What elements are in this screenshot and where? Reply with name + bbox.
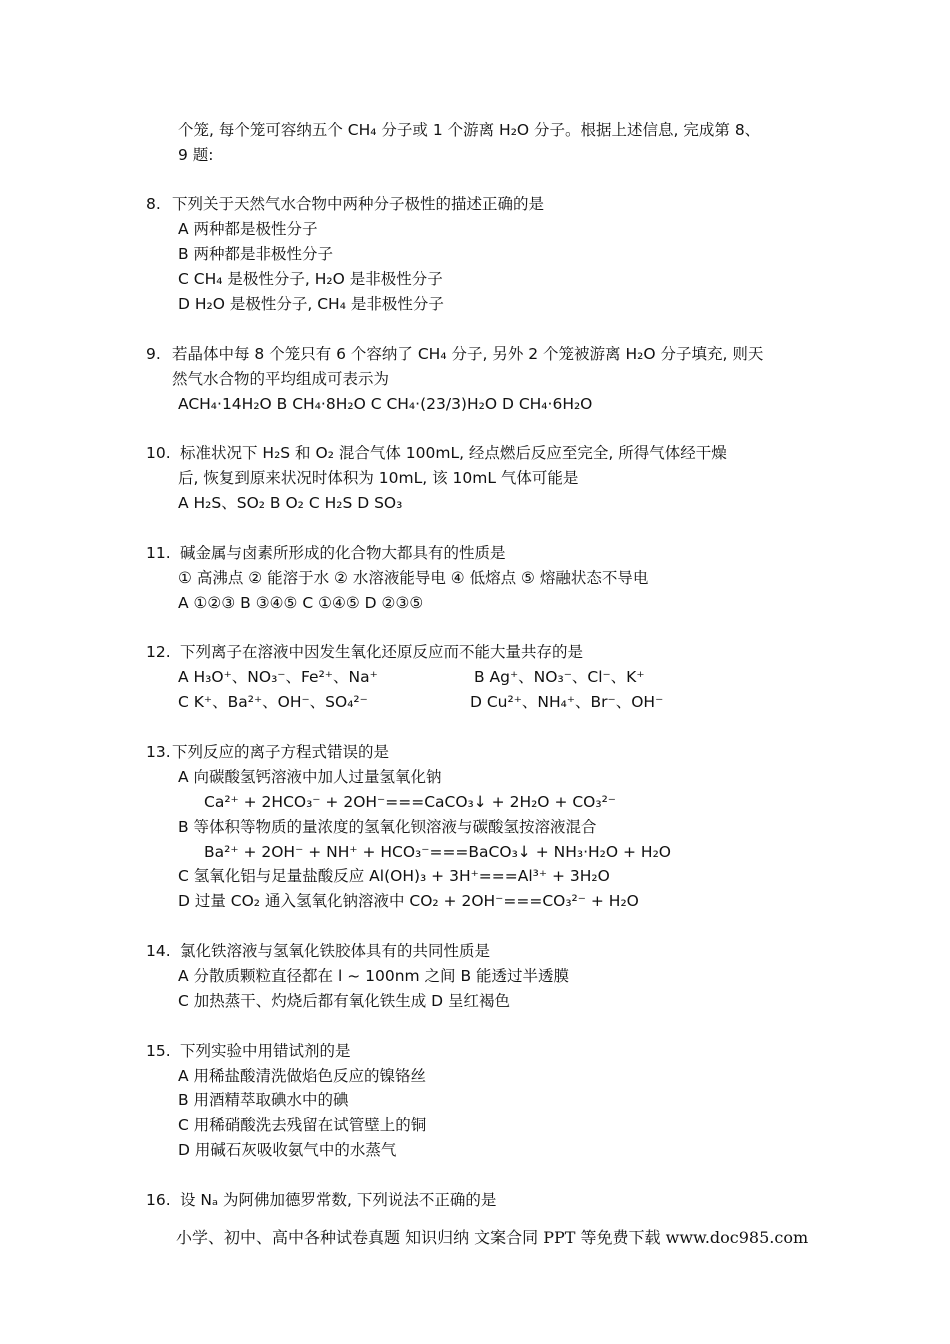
question-stem: 下列实验中用错试剂的是 <box>180 1042 351 1060</box>
question-stem: 下列关于天然气水合物中两种分子极性的描述正确的是 <box>172 195 545 213</box>
option-c: C CH₄ 是极性分子, H₂O 是非极性分子 <box>178 270 443 288</box>
equation: Ca²⁺ + 2HCO₃⁻ + 2OH⁻===CaCO₃↓ + 2H₂O + CO₃²⁻ <box>204 793 616 811</box>
option-d: D 过量 CO₂ 通入氢氧化钠溶液中 CO₂ + 2OH⁻===CO₃²⁻ + H₂O <box>178 892 639 910</box>
option-b: B 两种都是非极性分子 <box>178 245 334 263</box>
question-stem: 设 Nₐ 为阿佛加德罗常数, 下列说法不正确的是 <box>180 1191 497 1209</box>
question-number: 10. <box>146 444 171 462</box>
option-d: D 用碱石灰吸收氨气中的水蒸气 <box>178 1141 397 1159</box>
option-a: A 两种都是极性分子 <box>178 220 318 238</box>
option-c: C 用稀硝酸洗去残留在试管壁上的铜 <box>178 1116 427 1134</box>
question-stem: 若晶体中每 8 个笼只有 6 个容纳了 CH₄ 分子, 另外 2 个笼被游离 H₂O 分子填充, 则天 <box>172 345 764 363</box>
question-number: 13. <box>146 743 171 761</box>
option-a: A 向碳酸氢钙溶液中加人过量氢氧化钠 <box>178 768 442 786</box>
question-number: 12. <box>146 643 171 661</box>
option-b: B 用酒精萃取碘水中的碘 <box>178 1091 349 1109</box>
question-number: 8. <box>146 195 161 213</box>
question-stem: 下列离子在溶液中因发生氧化还原反应而不能大量共存的是 <box>180 643 584 661</box>
question-stem: 下列反应的离子方程式错误的是 <box>172 743 390 761</box>
intro-line-1: 个笼, 每个笼可容纳五个 CH₄ 分子或 1 个游离 H₂O 分子。根据上述信息, 完成第 8、 <box>178 121 761 139</box>
question-number: 9. <box>146 345 161 363</box>
intro-line-2: 9 题: <box>178 146 214 164</box>
page-footer: 小学、初中、高中各种试卷真题 知识归纳 文案合同 PPT 等免费下载 www.doc985.com <box>176 1228 809 1247</box>
question-stem: 氯化铁溶液与氢氧化铁胶体具有的共同性质是 <box>180 942 491 960</box>
question-number: 14. <box>146 942 171 960</box>
option-b: B Ag⁺、NO₃⁻、Cl⁻、K⁺ <box>474 668 645 686</box>
question-stem: 标准状况下 H₂S 和 O₂ 混合气体 100mL, 经点燃后反应至完全, 所得气体经干燥 <box>180 444 727 462</box>
question-number: 11. <box>146 544 171 562</box>
options-row: ACH₄·14H₂O B CH₄·8H₂O C CH₄·(23/3)H₂O D CH₄·6H₂O <box>178 395 593 413</box>
equation: Ba²⁺ + 2OH⁻ + NH⁺ + HCO₃⁻===BaCO₃↓ + NH₃·H₂O + H₂O <box>204 843 671 861</box>
question-number: 16. <box>146 1191 171 1209</box>
question-stem: 然气水合物的平均组成可表示为 <box>172 370 390 388</box>
options-row: A 分散质颗粒直径都在 l ~ 100nm 之间 B 能透过半透膜 <box>178 967 570 985</box>
option-a: A H₃O⁺、NO₃⁻、Fe²⁺、Na⁺ <box>178 668 378 686</box>
option-b: B 等体积等物质的量浓度的氢氧化钡溶液与碳酸氢按溶液混合 <box>178 818 597 836</box>
options-row: C 加热蒸干、灼烧后都有氧化铁生成 D 呈红褐色 <box>178 992 511 1010</box>
options-row: A ①②③ B ③④⑤ C ①④⑤ D ②③⑤ <box>178 594 424 612</box>
option-a: A 用稀盐酸清洗做焰色反应的镍铬丝 <box>178 1067 427 1085</box>
options-row: ① 高沸点 ② 能溶于水 ② 水溶液能导电 ④ 低熔点 ⑤ 熔融状态不导电 <box>178 569 649 587</box>
question-stem: 后, 恢复到原来状况时体积为 10mL, 该 10mL 气体可能是 <box>178 469 579 487</box>
option-d: D Cu²⁺、NH₄⁺、Br⁻、OH⁻ <box>470 693 664 711</box>
question-number: 15. <box>146 1042 171 1060</box>
option-c: C K⁺、Ba²⁺、OH⁻、SO₄²⁻ <box>178 693 368 711</box>
options-row: A H₂S、SO₂ B O₂ C H₂S D SO₃ <box>178 494 403 512</box>
option-c: C 氢氧化铝与足量盐酸反应 Al(OH)₃ + 3H⁺===Al³⁺ + 3H₂O <box>178 867 610 885</box>
question-stem: 碱金属与卤素所形成的化合物大都具有的性质是 <box>180 544 506 562</box>
option-d: D H₂O 是极性分子, CH₄ 是非极性分子 <box>178 295 444 313</box>
